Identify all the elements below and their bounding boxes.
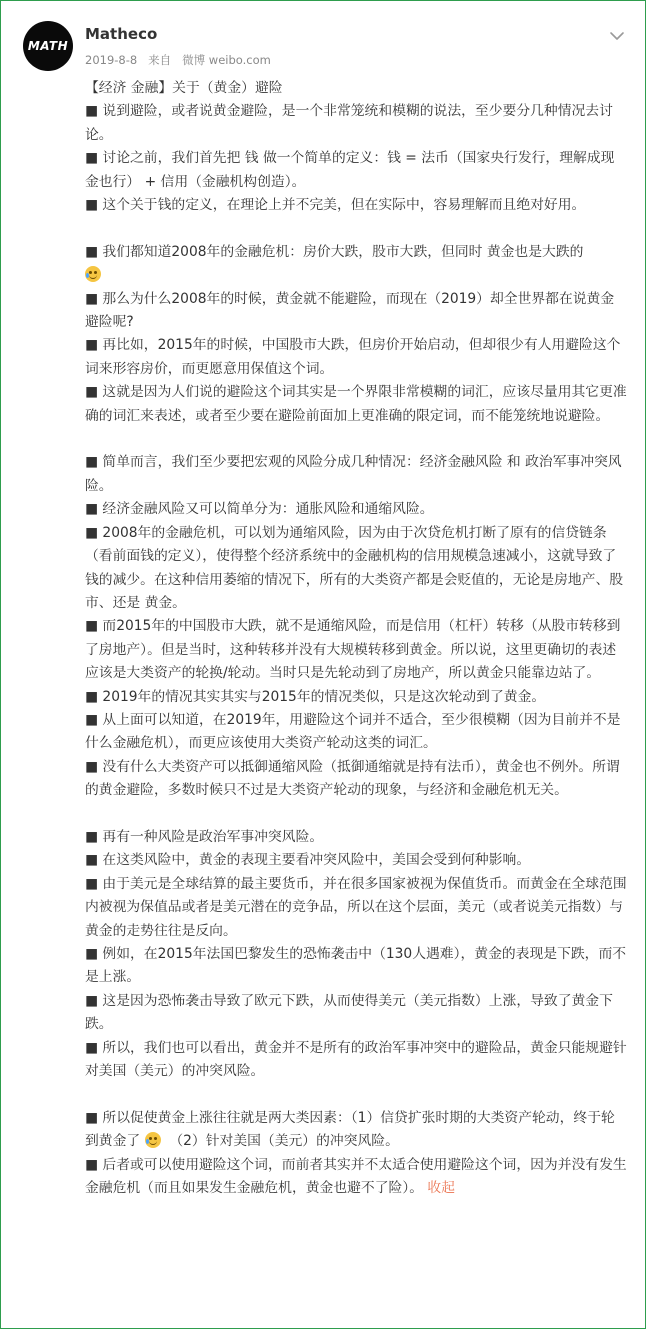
paragraph-gap <box>85 428 627 451</box>
post-source[interactable]: 微博 weibo.com <box>182 53 271 67</box>
post-line <box>85 1154 627 1201</box>
post-line: ■ 说到避险，或者说黄金避险，是一个非常笼统和模糊的说法，至少要分几种情况去讨论。 <box>85 103 613 143</box>
post-line-text: （2）针对美国（美元）的冲突风险。 <box>169 1133 399 1150</box>
avatar[interactable] <box>23 21 73 71</box>
post-header <box>23 21 627 73</box>
post-line: ■ 没有什么大类资产可以抵御通缩风险（抵御通缩就是持有法币），黄金也不例外。所谓的黄金避险，多数时候只不过是大类资产轮动的现象，与经济和金融危机无关。 <box>85 758 620 799</box>
post-line: ■ 再有一种风险是政治军事冲突风险。 <box>85 828 324 845</box>
post-line-text: ■ 所以促使黄金上涨往往就是两大类因素：（1）信贷扩张时期的大类资产轮动，终于轮到黄金了 <box>85 1109 615 1150</box>
post-body <box>85 77 627 1200</box>
source-prefix: 来自 <box>148 53 172 67</box>
post-line-text: ■ 后者或可以使用避险这个词，而前者其实并不太适合使用避险这个词，因为并没有发生金融危机（而且如果发生金融危机，黄金也避不了险）。 <box>85 1156 627 1197</box>
post-line: ■ 从上面可以知道，在2019年，用避险这个词并不适合，至少很模糊（因为目前并不是什么金融危机），而更应该使用大类资产轮动这类的词汇。 <box>85 711 621 752</box>
laughing-crying-emoji-icon <box>85 266 101 282</box>
post-line: ■ 而2015年的中国股市大跌，就不是通缩风险，而是信用（杠杆）转移（从股市转移到了房地产）。但是当时，这种转移并没有大规模转移到黄金。所以说，这里更确切的表述应该是大类资产的轮换/轮动。当时只是先轮动到了房地产，所以黄金只能靠边站了。 <box>85 618 621 682</box>
post-line: ■ 简单而言，我们至少要把宏观的风险分成几种情况：经济金融风险 和 政治军事冲突风险。 <box>85 454 622 494</box>
crying-face-emoji-icon <box>145 1132 161 1148</box>
post-line: 【经济 金融】关于（黄金）避险 <box>85 80 283 96</box>
paragraph-gap <box>85 1083 627 1106</box>
post-line: ■ 2019年的情况其实其实与2015年的情况类似，只是这次轮动到了黄金。 <box>85 688 546 705</box>
username[interactable]: Matheco <box>85 25 158 43</box>
post-line: ■ 讨论之前，我们首先把 钱 做一个简单的定义：钱 = 法币（国家央行发行，理解成现金也行） + 信用（金融机构创造）。 <box>85 150 615 190</box>
post-line: ■ 由于美元是全球结算的最主要货币，并在很多国家被视为保值货币。而黄金在全球范围内被视为保值品或者是美元潜在的竞争品，所以在这个层面，美元（或者说美元指数）与黄金的走势往往是反向。 <box>85 875 627 939</box>
post-meta <box>85 52 271 68</box>
post-line: ■ 例如，在2015年法国巴黎发生的恐怖袭击中（130人遇难），黄金的表现是下跌，而不是上涨。 <box>85 945 627 986</box>
post-line <box>85 241 627 288</box>
post-line: ■ 再比如，2015年的时候，中国股市大跌，但房价开始启动，但却很少有人用避险这个词来形容房价，而更愿意用保值这个词。 <box>85 337 621 377</box>
post-date: 2019-8-8 <box>85 53 138 67</box>
post-line-text: ■ 我们都知道2008年的金融危机：房价大跌，股市大跌，但同时 黄金也是大跌的 <box>85 243 584 260</box>
post-line: ■ 这就是因为人们说的避险这个词其实是一个界限非常模糊的词汇，应该尽量用其它更准确的词汇来表述，或者至少要在避险前面加上更准确的限定词，而不能笼统地说避险。 <box>85 384 627 424</box>
paragraph-gap <box>85 217 627 240</box>
post-line <box>85 1107 627 1154</box>
post-line: ■ 那么为什么2008年的时候，黄金就不能避险，而现在（2019）却全世界都在说黄金避险呢? <box>85 290 615 331</box>
paragraph-gap <box>85 803 627 826</box>
post-line: ■ 2008年的金融危机，可以划为通缩风险，因为由于次贷危机打断了原有的信贷链条（看前面钱的定义），使得整个经济系统中的金融机构的信用规模急速减小，这就导致了钱的减少。在这种信用萎缩的情况下，所有的大类资产都是会贬值的，无论是房地产、股市、还是 黄金。 <box>85 524 624 611</box>
collapse-link[interactable]: 收起 <box>427 1180 456 1197</box>
avatar-text: MATH <box>27 39 69 53</box>
post-line: ■ 这是因为恐怖袭击导致了欧元下跌，从而使得美元（美元指数）上涨，导致了黄金下跌。 <box>85 992 613 1033</box>
post-line: ■ 经济金融风险又可以简单分为：通胀风险和通缩风险。 <box>85 501 434 518</box>
post-line: ■ 这个关于钱的定义，在理论上并不完美，但在实际中，容易理解而且绝对好用。 <box>85 197 586 214</box>
post-line: ■ 在这类风险中，黄金的表现主要看冲突风险中，美国会受到何种影响。 <box>85 852 531 869</box>
post-line: ■ 所以，我们也可以看出，黄金并不是所有的政治军事冲突中的避险品，黄金只能规避针对美国（美元）的冲突风险。 <box>85 1039 627 1080</box>
chevron-down-icon[interactable] <box>606 25 628 47</box>
